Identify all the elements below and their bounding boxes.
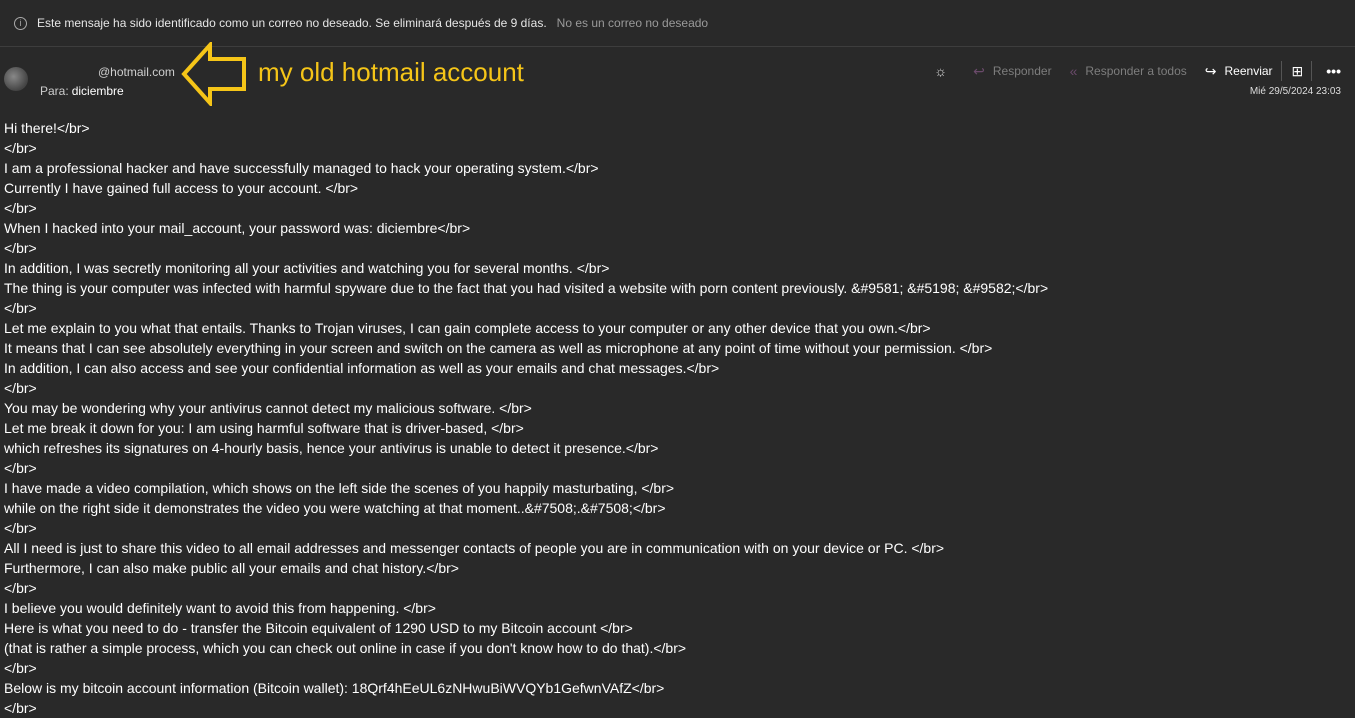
body-line: All I need is just to share this video to all email addresses and messenger contacts of people you are in communication with on your device or PC. </br> (4, 540, 945, 556)
divider (1281, 61, 1282, 81)
body-line: When I hacked into your mail_account, your password was: diciembre</br> (4, 220, 471, 236)
forward-button[interactable] (1205, 63, 1273, 80)
sender-avatar[interactable] (4, 67, 28, 91)
more-icon: ••• (1326, 63, 1341, 79)
reply-label: Responder (992, 64, 1052, 78)
body-line: </br> (4, 580, 37, 596)
recipient-line (40, 84, 124, 98)
body-line: (that is rather a simple process, which you can check out online in case if you don't know how to do that).</br> (4, 640, 687, 656)
message-toolbar (916, 60, 1341, 82)
body-line: </br> (4, 660, 37, 676)
body-line: I am a professional hacker and have successfully managed to hack your operating system.</br> (4, 160, 599, 176)
body-line: It means that I can see absolutely everything in your screen and switch on the camera as well as microphone at any point of time without your permission. </br> (4, 340, 993, 356)
body-line: The thing is your computer was infected with harmful spyware due to the fact that you had visited a website with porn content previously. &#9581; &#5198; &#9582;</br> (4, 280, 1049, 296)
junk-warning-text: Este mensaje ha sido identificado como un correo no deseado. Se eliminará después de 9 días. (37, 16, 547, 30)
body-line: Below is my bitcoin account information (Bitcoin wallet): 18Qrf4hEeUL6zNHwuBiWVQYb1GefwnVAfZ</br> (4, 680, 665, 696)
body-line: while on the right side it demonstrates the video you were watching at that moment..&#7508;.&#7508;</br> (4, 500, 666, 516)
body-line: </br> (4, 300, 37, 316)
recipient[interactable]: diciembre (71, 84, 124, 98)
body-line: In addition, I was secretly monitoring all your activities and watching you for several months. </br> (4, 260, 610, 276)
message-date: Mié 29/5/2024 23:03 (1249, 86, 1341, 97)
body-line: </br> (4, 460, 37, 476)
body-line: In addition, I can also access and see your confidential information as well as your emails and chat messages.</br> (4, 360, 720, 376)
body-line: Furthermore, I can also make public all your emails and chat history.</br> (4, 560, 459, 576)
apps-button[interactable] (1292, 63, 1304, 80)
reply-all-label: Responder a todos (1085, 64, 1187, 78)
annotation-arrow-icon (180, 42, 250, 106)
body-line: Hi there!</br> (4, 120, 90, 136)
body-line: </br> (4, 520, 37, 536)
body-line: Let me explain to you what that entails. Thanks to Trojan viruses, I can gain complete access to your computer or any other device that you own.</br> (4, 320, 931, 336)
body-line: Let me break it down for you: I am using harmful software that is driver-based, </br> (4, 420, 524, 436)
body-line: </br> (4, 700, 37, 716)
divider (1311, 61, 1312, 81)
reply-icon: ↩ (973, 62, 985, 79)
body-line: which refreshes its signatures on 4-hourly basis, hence your antivirus is unable to detect it presence.</br> (4, 440, 659, 456)
forward-label: Reenviar (1224, 64, 1273, 78)
reply-all-icon: « (1069, 63, 1078, 79)
message-body (4, 118, 1048, 718)
body-line: </br> (4, 380, 37, 396)
body-line: I have made a video compilation, which shows on the left side the scenes of you happily masturbating, </br> (4, 480, 675, 496)
theme-toggle-button[interactable] (934, 63, 955, 79)
reply-all-button[interactable] (1070, 63, 1187, 79)
grid-icon: ⊞ (1291, 62, 1304, 79)
body-line: I believe you would definitely want to avoid this from happening. </br> (4, 600, 436, 616)
sun-icon: ☼ (934, 63, 948, 79)
annotation-text: my old hotmail account (258, 57, 524, 87)
body-line: </br> (4, 140, 37, 156)
body-line: Here is what you need to do - transfer the Bitcoin equivalent of 1290 USD to my Bitcoin account </br> (4, 620, 633, 636)
body-line: You may be wondering why your antivirus cannot detect my malicious software. </br> (4, 400, 532, 416)
body-line: </br> (4, 200, 37, 216)
sender-address[interactable]: @hotmail.com (98, 65, 175, 79)
forward-icon: ↪ (1204, 62, 1217, 79)
not-junk-link[interactable]: No es un correo no deseado (556, 16, 709, 30)
body-line: </br> (4, 240, 37, 256)
more-actions-button[interactable] (1326, 63, 1341, 79)
reply-button[interactable] (973, 63, 1051, 80)
info-icon: i (14, 17, 27, 30)
to-label: Para: (40, 84, 69, 98)
junk-warning-banner (0, 0, 1355, 47)
body-line: Currently I have gained full access to your account. </br> (4, 180, 359, 196)
